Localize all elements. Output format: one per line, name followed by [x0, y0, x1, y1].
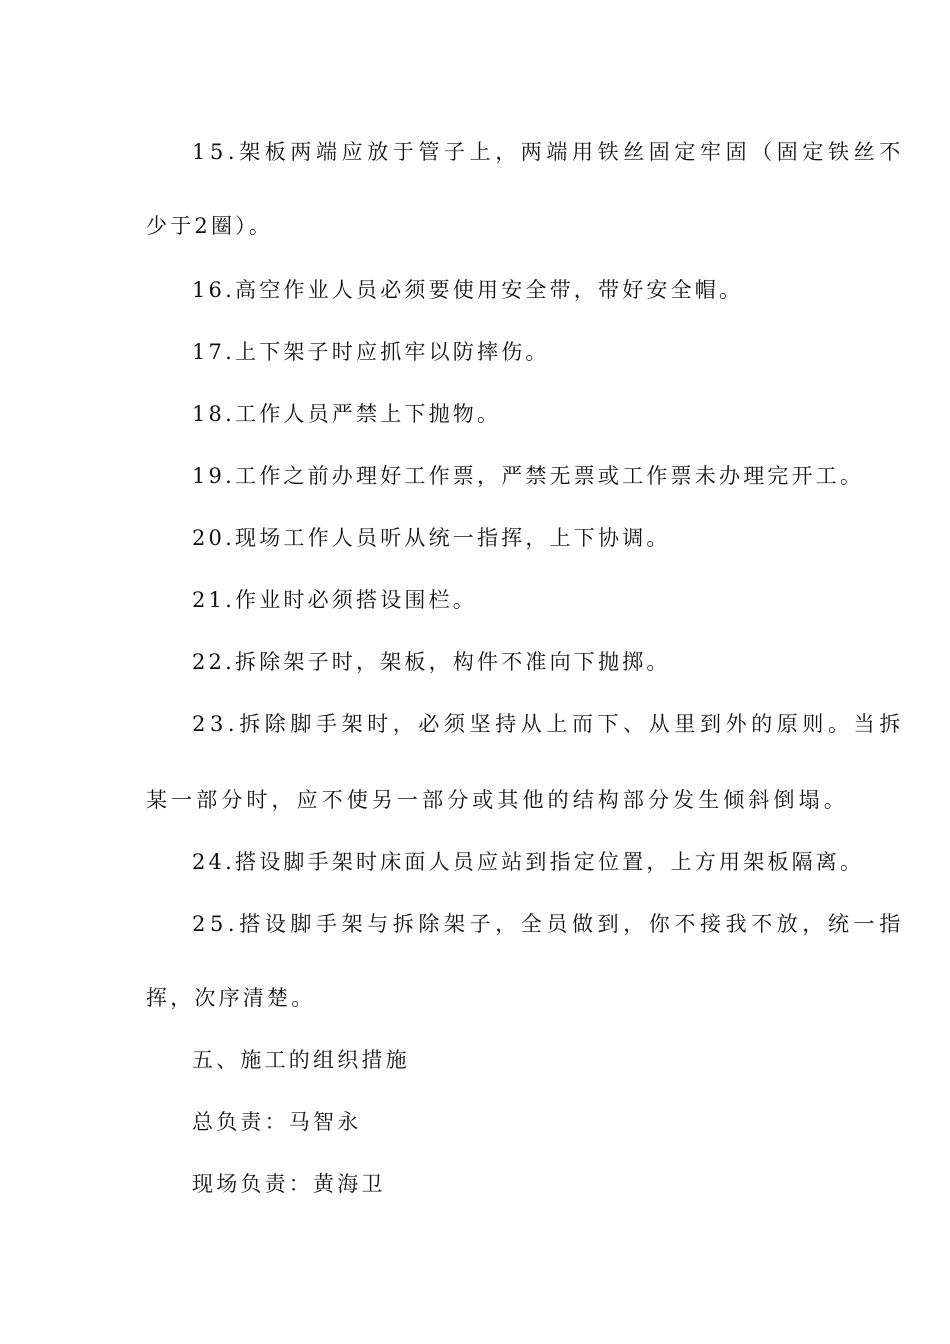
- item-24: 24.搭设脚手架时床面人员应站到指定位置，上方用架板隔离。: [192, 850, 865, 874]
- item-15-line-1: 15.架板两端应放于管子上，两端用铁丝固定牢固（固定铁丝不: [192, 140, 905, 164]
- item-17: 17.上下架子时应抓牢以防摔伤。: [192, 340, 550, 364]
- site-lead: 现场负责：黄海卫: [192, 1172, 386, 1196]
- item-19: 19.工作之前办理好工作票，严禁无票或工作票未办理完开工。: [192, 464, 865, 488]
- item-20: 20.现场工作人员听从统一指挥，上下协调。: [192, 526, 671, 550]
- item-25-line-2: 挥，次序清楚。: [146, 986, 316, 1010]
- item-23-line-2: 某一部分时，应不使另一部分或其他的结构部分发生倾斜倒塌。: [146, 788, 849, 812]
- item-16: 16.高空作业人员必须要使用安全带，带好安全帽。: [192, 278, 744, 302]
- item-18: 18.工作人员严禁上下抛物。: [192, 402, 502, 426]
- item-15-line-2: 少于2圈）。: [146, 214, 274, 238]
- item-23-line-1: 23.拆除脚手架时，必须坚持从上而下、从里到外的原则。当拆: [192, 712, 905, 736]
- general-lead: 总负责：马智永: [192, 1110, 362, 1134]
- item-22: 22.拆除架子时，架板，构件不准向下抛掷。: [192, 650, 671, 674]
- item-21: 21.作业时必须搭设围栏。: [192, 588, 477, 612]
- section-heading: 五、施工的组织措施: [192, 1048, 410, 1072]
- item-25-line-1: 25.搭设脚手架与拆除架子，全员做到，你不接我不放，统一指: [192, 912, 905, 936]
